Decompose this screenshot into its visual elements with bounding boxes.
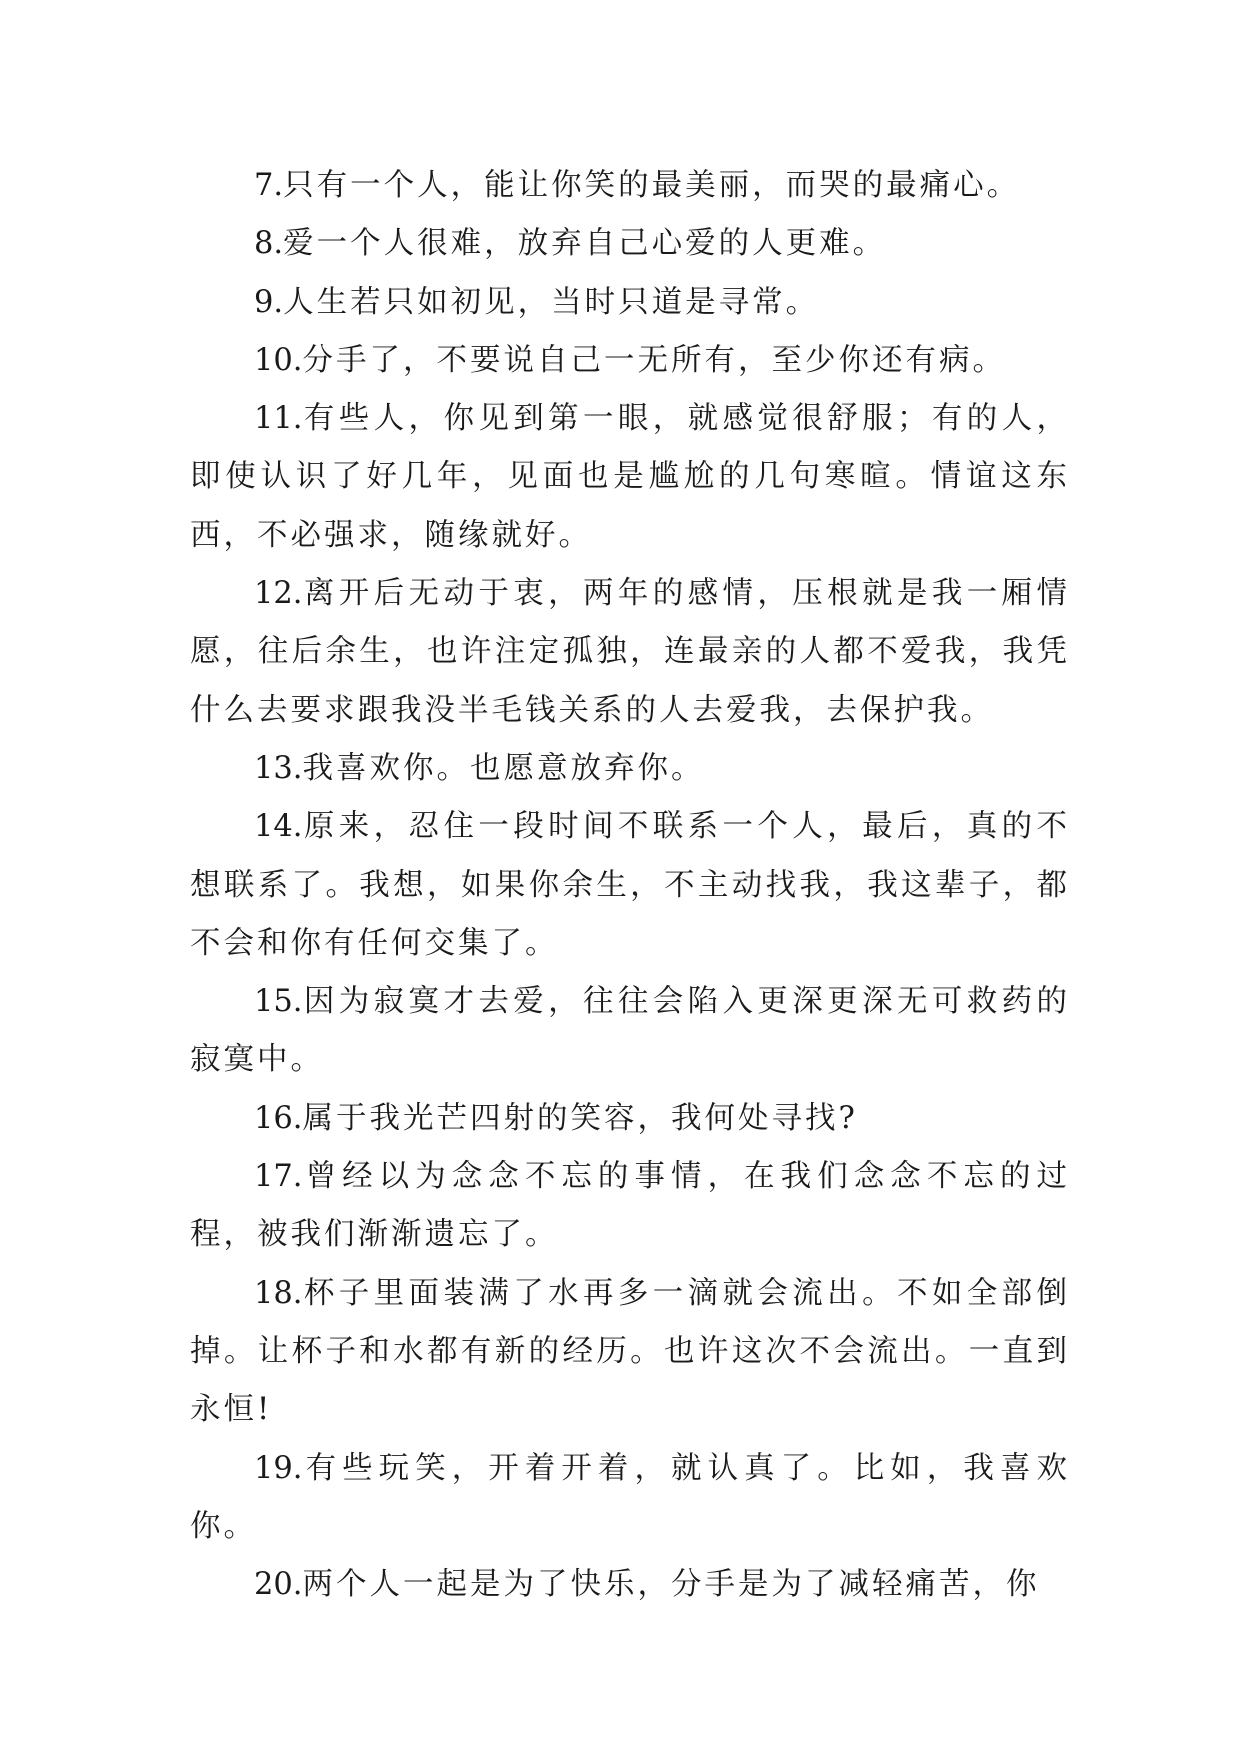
- entry-number: 18.: [254, 1275, 303, 1311]
- entry-number: 9.: [254, 284, 284, 320]
- entry-text: 离开后无动于衷，两年的感情，压根就是我一厢情愿，往后余生，也许注定孤独，连最亲的人都不爱我，我凭什么去要求跟我没半毛钱关系的人去爱我，去保护我。: [190, 576, 1070, 728]
- entry-text: 有些玩笑，开着开着，就认真了。比如，我喜欢你。: [190, 1450, 1070, 1544]
- entry-19: [190, 1440, 1070, 1557]
- entry-7: [190, 157, 1070, 215]
- entry-text: 我喜欢你。也愿意放弃你。: [302, 750, 705, 786]
- entry-13: [190, 740, 1070, 798]
- entry-text: 杯子里面装满了水再多一滴就会流出。不如全部倒掉。让杯子和水都有新的经历。也许这次不会流出。一直到永恒!: [190, 1275, 1070, 1428]
- entry-12: [190, 565, 1070, 740]
- entry-number: 13.: [254, 750, 303, 786]
- entry-20: [190, 1556, 1070, 1614]
- entry-text: 属于我光芒四射的笑容，我何处寻找?: [302, 1100, 858, 1136]
- entry-number: 8.: [254, 226, 284, 262]
- entry-9: [190, 274, 1070, 332]
- entry-text: 有些人，你见到第一眼，就感觉很舒服；有的人，即使认识了好几年，见面也是尴尬的几句寒暄。情谊这东西，不必强求，随缘就好。: [190, 401, 1070, 553]
- document-body: [190, 157, 1070, 1614]
- entry-14: [190, 798, 1070, 973]
- entry-number: 16.: [254, 1100, 303, 1136]
- entry-number: 11.: [254, 401, 303, 437]
- entry-text: 两个人一起是为了快乐，分手是为了减轻痛苦，你: [302, 1567, 1040, 1603]
- entry-number: 12.: [254, 576, 303, 612]
- entry-16: [190, 1090, 1070, 1148]
- entry-number: 20.: [254, 1567, 303, 1603]
- entry-text: 原来，忍住一段时间不联系一个人，最后，真的不想联系了。我想，如果你余生，不主动找我，我这辈子，都不会和你有任何交集了。: [190, 809, 1070, 961]
- entry-number: 17.: [254, 1159, 303, 1195]
- entry-number: 7.: [254, 168, 284, 203]
- entry-8: [190, 215, 1070, 273]
- entry-number: 15.: [254, 984, 303, 1020]
- entry-number: 10.: [254, 342, 303, 378]
- entry-text: 曾经以为念念不忘的事情，在我们念念不忘的过程，被我们渐渐遗忘了。: [190, 1159, 1070, 1253]
- entry-15: [190, 973, 1070, 1090]
- entry-18: [190, 1265, 1070, 1440]
- entry-17: [190, 1148, 1070, 1265]
- entry-number: 19.: [254, 1450, 303, 1486]
- entry-10: [190, 332, 1070, 390]
- entry-text: 因为寂寞才去爱，往往会陷入更深更深无可救药的寂寞中。: [190, 984, 1070, 1078]
- entry-text: 只有一个人，能让你笑的最美丽，而哭的最痛心。: [283, 168, 1021, 203]
- entry-11: [190, 390, 1070, 565]
- entry-text: 分手了，不要说自己一无所有，至少你还有病。: [302, 342, 1007, 378]
- entry-text: 人生若只如初见，当时只道是寻常。: [283, 284, 820, 320]
- entry-number: 14.: [254, 809, 303, 845]
- entry-text: 爱一个人很难，放弃自己心爱的人更难。: [283, 226, 887, 262]
